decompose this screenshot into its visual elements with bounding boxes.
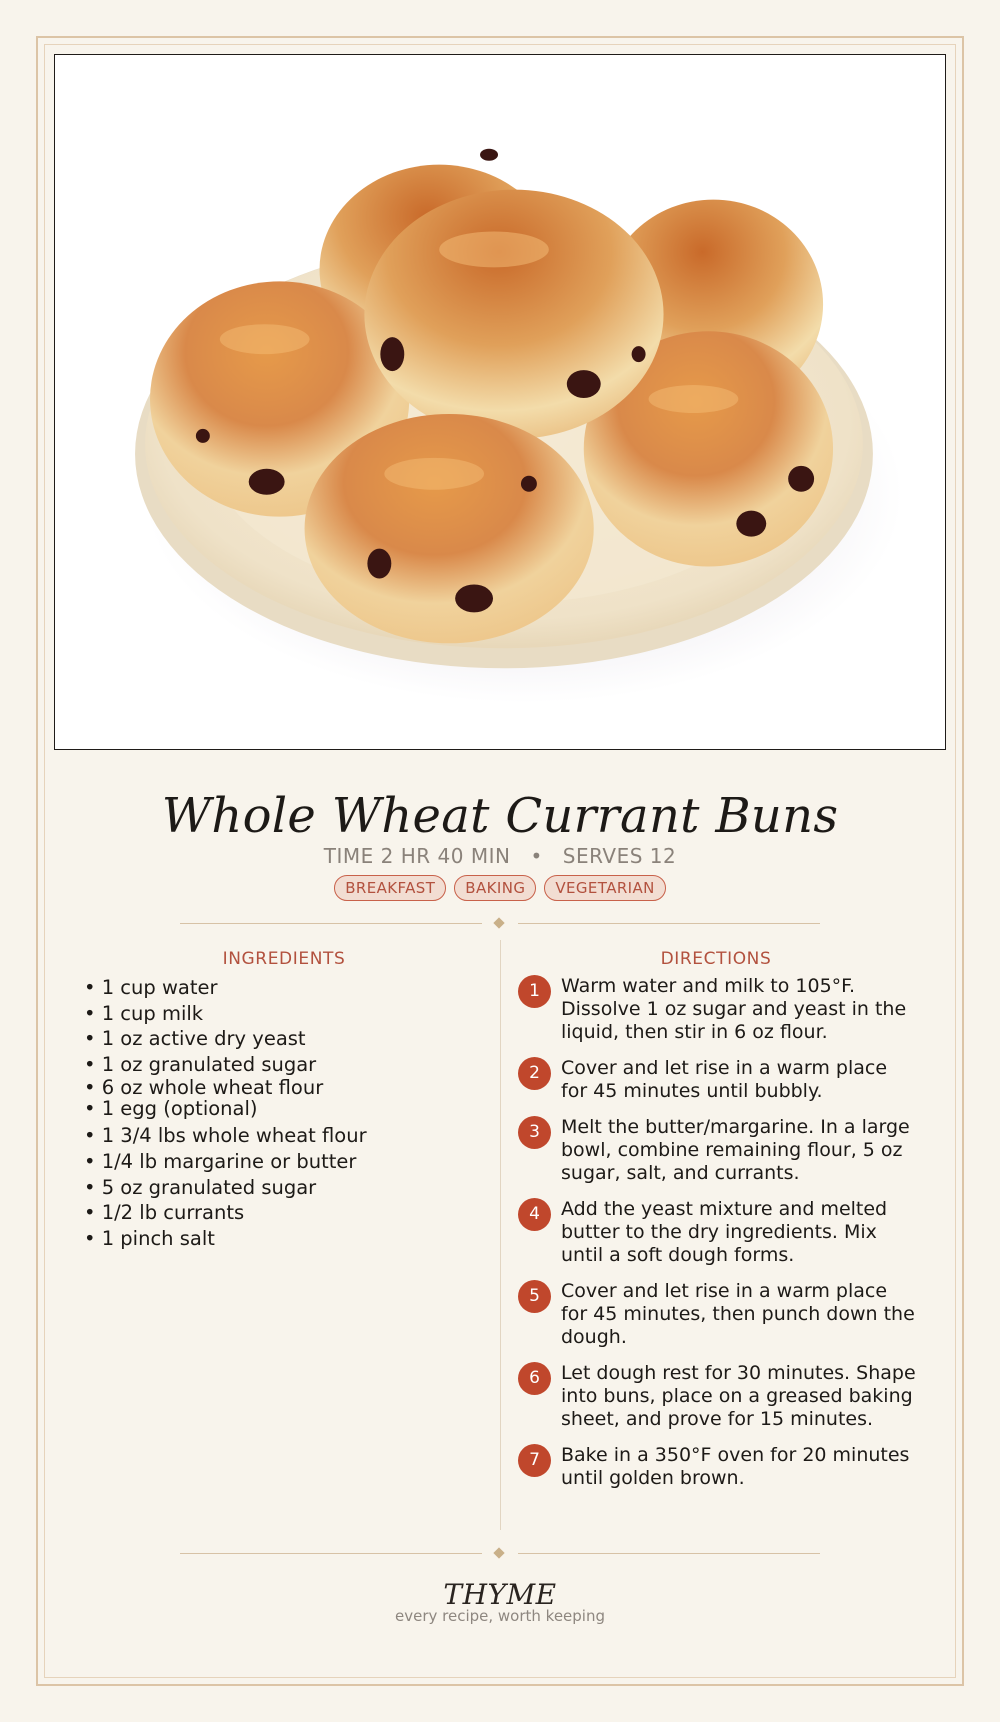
- step-text: Add the yeast mixture and melted butter to the dry ingredients. Mix until a soft dough forms.: [561, 1198, 888, 1266]
- ingredient-item: • 1 oz granulated sugar: [84, 1052, 484, 1078]
- direction-step: [518, 1444, 918, 1490]
- direction-step: [518, 975, 918, 1044]
- meta-separator: •: [530, 844, 543, 868]
- ingredient-item: • 1 3/4 lbs whole wheat flour: [84, 1123, 484, 1149]
- section-divider-top: [180, 916, 820, 932]
- step-number-badge: 7: [518, 1444, 551, 1477]
- direction-step: [518, 1198, 918, 1267]
- tag-breakfast[interactable]: BREAKFAST: [334, 875, 446, 901]
- ingredient-item: • 5 oz granulated sugar: [84, 1175, 484, 1201]
- diamond-ornament-icon: [493, 917, 504, 928]
- ingredient-item: • 1/4 lb margarine or butter: [84, 1149, 484, 1175]
- ingredients-heading: INGREDIENTS: [222, 949, 346, 969]
- step-text: Cover and let rise in a warm place for 45 minutes, then punch down the dough.: [561, 1280, 915, 1348]
- recipe-title: Whole Wheat Currant Buns: [161, 788, 839, 844]
- diamond-ornament-icon: [493, 1547, 504, 1558]
- step-number-badge: 6: [518, 1362, 551, 1395]
- step-text: Warm water and milk to 105°F. Dissolve 1 oz sugar and yeast in the liquid, then stir in 6 oz flour.: [561, 975, 907, 1043]
- ingredient-item: • 6 oz whole wheat flour: [84, 1077, 484, 1098]
- directions-heading: DIRECTIONS: [660, 949, 772, 969]
- tag-baking[interactable]: BAKING: [454, 875, 536, 901]
- currant-buns-illustration: [55, 55, 945, 749]
- step-number-badge: 1: [518, 975, 551, 1008]
- recipe-servings: SERVES 12: [562, 844, 677, 868]
- step-text: Cover and let rise in a warm place for 45 minutes until bubbly.: [561, 1057, 888, 1102]
- ingredient-item: • 1 cup water: [84, 975, 484, 1001]
- step-text: Let dough rest for 30 minutes. Shape into buns, place on a greased baking sheet, and prove for 15 minutes.: [561, 1362, 916, 1430]
- ingredients-list: [84, 975, 484, 1251]
- direction-step: [518, 1116, 918, 1185]
- recipe-meta: [0, 844, 1000, 868]
- recipe-photo: [54, 54, 946, 750]
- step-number-badge: 4: [518, 1198, 551, 1231]
- step-number-badge: 3: [518, 1116, 551, 1149]
- column-divider: [500, 940, 501, 1530]
- step-text: Bake in a 350°F oven for 20 minutes until golden brown.: [561, 1444, 910, 1489]
- direction-step: [518, 1362, 918, 1431]
- directions-list: [518, 975, 918, 1503]
- section-divider-bottom: [180, 1546, 820, 1562]
- ingredient-item: • 1/2 lb currants: [84, 1200, 484, 1226]
- ingredient-item: • 1 pinch salt: [84, 1226, 484, 1252]
- tag-vegetarian[interactable]: VEGETARIAN: [544, 875, 665, 901]
- direction-step: [518, 1057, 918, 1103]
- step-number-badge: 2: [518, 1057, 551, 1090]
- recipe-tags: [0, 875, 1000, 901]
- ingredient-item: • 1 oz active dry yeast: [84, 1026, 484, 1052]
- step-text: Melt the butter/margarine. In a large bowl, combine remaining flour, 5 oz sugar, salt, and currants.: [561, 1116, 910, 1184]
- brand-logo: THYME: [443, 1578, 557, 1611]
- direction-step: [518, 1280, 918, 1349]
- brand-tagline: every recipe, worth keeping: [394, 1607, 605, 1625]
- ingredient-item: • 1 egg (optional): [84, 1098, 484, 1119]
- step-number-badge: 5: [518, 1280, 551, 1313]
- ingredient-item: • 1 cup milk: [84, 1001, 484, 1027]
- recipe-time: TIME 2 HR 40 MIN: [323, 844, 511, 868]
